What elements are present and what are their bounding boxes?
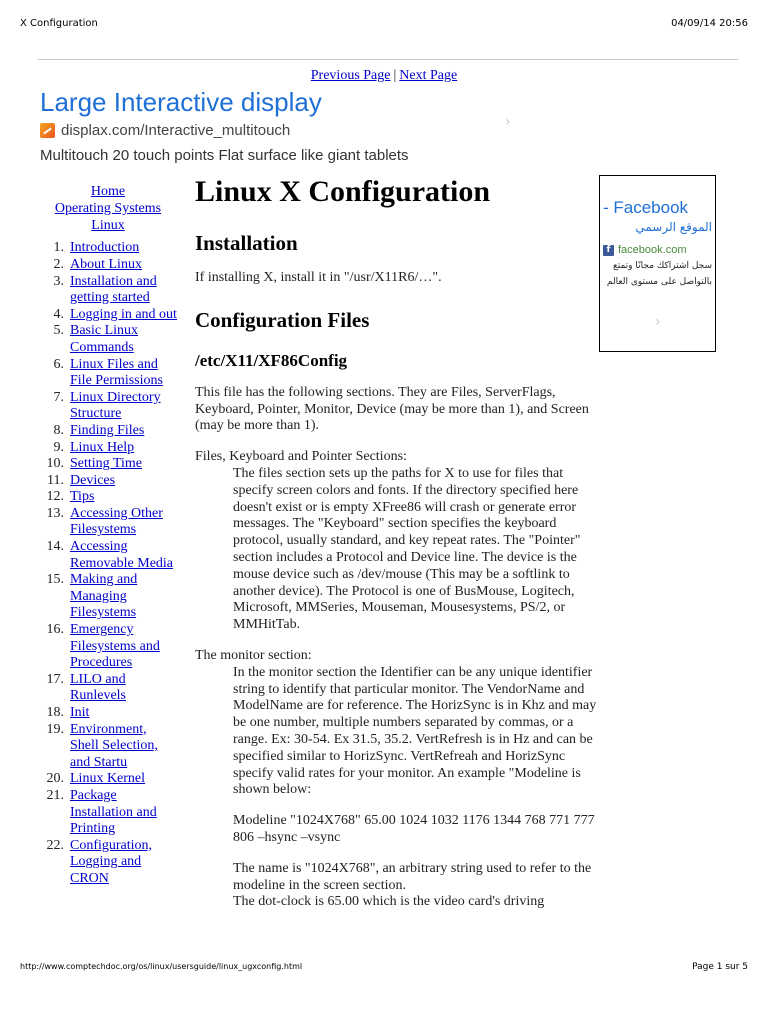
- linux-link[interactable]: Linux: [91, 217, 125, 233]
- print-header-title: X Configuration: [20, 18, 98, 29]
- toc-link[interactable]: Introduction: [70, 240, 140, 256]
- next-page-link[interactable]: Next Page: [399, 68, 458, 83]
- toc-number: 20.: [46, 771, 64, 787]
- toc-link[interactable]: Configuration, Logging and CRON: [70, 837, 153, 886]
- toc-item: [38, 390, 178, 423]
- displax-logo-icon: [40, 123, 55, 138]
- toc-number: 17.: [46, 671, 64, 687]
- toc-link[interactable]: Package Installation and Printing: [70, 787, 157, 837]
- toc-number: 14.: [46, 539, 64, 555]
- toc-number: 8.: [53, 422, 64, 438]
- toc-item: [38, 323, 178, 356]
- toc-number: 5.: [53, 323, 64, 339]
- toc-link[interactable]: Accessing Other Filesystems: [70, 505, 163, 538]
- toc-number: 15.: [46, 572, 64, 588]
- ad-title[interactable]: Large Interactive display: [40, 87, 322, 117]
- configuration-files-heading: Configuration Files: [195, 307, 370, 332]
- main-content: [195, 174, 597, 911]
- toc-link[interactable]: Making and Managing Filesystems: [70, 572, 138, 621]
- print-footer: [20, 962, 748, 976]
- table-of-contents: [38, 240, 178, 887]
- ad-chevron-right-icon[interactable]: ›: [505, 114, 511, 130]
- toc-item: [38, 788, 178, 838]
- print-footer-url: http://www.comptechdoc.org/os/linux/usersguide/linux_ugxconfig.html: [20, 962, 303, 971]
- toc-item: [38, 838, 178, 888]
- toc-link[interactable]: LILO and Runlevels: [70, 671, 126, 704]
- installation-text: If installing X, install it in "/usr/X11R6/…".: [195, 270, 442, 285]
- ad-url[interactable]: displax.com/Interactive_multitouch: [61, 122, 291, 139]
- dot-clock-text: The dot-clock is 65.00 which is the video card's driving: [233, 894, 545, 910]
- toc-item: [38, 572, 178, 622]
- toc-number: 13.: [46, 505, 64, 521]
- ad-url-row[interactable]: [40, 122, 540, 139]
- print-header: [20, 18, 748, 32]
- facebook-ad-url-row[interactable]: [603, 244, 712, 256]
- operating-systems-link[interactable]: Operating Systems: [54, 200, 162, 216]
- facebook-ad-title[interactable]: - Facebook: [603, 198, 689, 217]
- sidebar: [38, 184, 178, 888]
- toc-link[interactable]: Linux Help: [70, 439, 135, 455]
- toc-item: [38, 257, 178, 274]
- files-section-heading: Files, Keyboard and Pointer Sections:: [195, 449, 407, 465]
- toc-number: 10.: [46, 456, 64, 472]
- toc-item: [38, 539, 178, 572]
- facebook-ad-description: سجل اشتراكك مجانًا وتمتع بالتواصل على مستوى العالم: [606, 261, 712, 287]
- toc-number: 4.: [53, 306, 64, 322]
- page-title: Linux X Configuration: [195, 175, 491, 208]
- toc-link[interactable]: Accessing Removable Media: [70, 539, 174, 571]
- toc-number: 7.: [53, 389, 64, 405]
- toc-link[interactable]: Emergency Filesystems and Procedures: [70, 622, 160, 671]
- toc-number: 18.: [46, 705, 64, 721]
- toc-link[interactable]: Setting Time: [70, 456, 142, 472]
- toc-number: 3.: [53, 273, 64, 289]
- toc-item: [38, 357, 178, 390]
- top-divider: [38, 59, 738, 60]
- toc-number: 16.: [46, 622, 64, 638]
- nav-separator: |: [393, 68, 397, 83]
- toc-link[interactable]: Linux Kernel: [70, 771, 146, 787]
- toc-number: 1.: [53, 240, 64, 256]
- toc-item: [38, 274, 178, 307]
- modeline-example: Modeline "1024X768" 65.00 1024 1032 1176 1344 768 771 777 806 –hsync –vsync: [233, 813, 595, 845]
- toc-item: [38, 506, 178, 539]
- facebook-ad-arabic-title[interactable]: الموقع الرسمي: [635, 220, 712, 234]
- toc-link[interactable]: Linux Files and File Permissions: [70, 356, 163, 389]
- toc-number: 11.: [47, 472, 64, 488]
- toc-number: 12.: [46, 489, 64, 505]
- toc-item: [38, 440, 178, 457]
- previous-page-link[interactable]: Previous Page: [310, 68, 391, 83]
- toc-link[interactable]: Environment, Shell Selection, and Startu: [70, 721, 158, 770]
- toc-item: [38, 473, 178, 490]
- toc-number: 21.: [46, 787, 64, 803]
- toc-link[interactable]: Tips: [70, 489, 95, 505]
- toc-number: 6.: [53, 356, 64, 372]
- toc-item: [38, 423, 178, 440]
- toc-link[interactable]: Installation and getting started: [70, 273, 157, 306]
- toc-link[interactable]: Linux Directory Structure: [70, 389, 161, 422]
- facebook-ad-url[interactable]: facebook.com: [618, 244, 687, 256]
- facebook-ad-box[interactable]: [599, 175, 716, 352]
- toc-number: 22.: [46, 837, 64, 853]
- toc-item: [38, 307, 178, 324]
- print-header-datetime: 04/09/14 20:56: [671, 18, 748, 29]
- toc-link[interactable]: Init: [70, 705, 90, 721]
- sections-intro-text: This file has the following sections. They are Files, ServerFlags, Keyboard, Pointer, Monitor, Device (may be more than 1), and Screen (may be more than 1).: [195, 384, 589, 434]
- top-nav: [0, 68, 768, 84]
- toc-number: 19.: [46, 721, 64, 737]
- toc-number: 2.: [53, 256, 64, 272]
- toc-link[interactable]: Devices: [70, 472, 116, 488]
- toc-item: [38, 622, 178, 672]
- toc-link[interactable]: Basic Linux Commands: [70, 323, 139, 355]
- toc-number: 9.: [53, 439, 64, 455]
- toc-item: [38, 722, 178, 772]
- installation-heading: Installation: [195, 231, 298, 255]
- facebook-icon: f: [603, 245, 614, 256]
- toc-item: [38, 456, 178, 473]
- toc-link[interactable]: Logging in and out: [70, 306, 177, 322]
- xf86config-heading: /etc/X11/XF86Config: [195, 350, 348, 370]
- toc-item: [38, 705, 178, 722]
- monitor-section-heading: The monitor section:: [195, 647, 312, 663]
- toc-item: [38, 489, 178, 506]
- toc-item: [38, 240, 178, 257]
- print-footer-page: Page 1 sur 5: [692, 962, 748, 972]
- ad-description: Multitouch 20 touch points Flat surface like giant tablets: [40, 147, 409, 164]
- toc-link[interactable]: Finding Files: [70, 422, 145, 438]
- modeline-name-text: The name is "1024X768", an arbitrary string used to refer to the modeline in the screen section.: [233, 860, 592, 893]
- monitor-section-text: In the monitor section the Identifier can be any unique identifier string to identify that particular monitor. The VendorName and ModelName are for reference. The HorizSync is in Khz and may be one number, multiple numbers separated by commas, or a range. Ex: 30-54. Ex 31.5, 35.2. VertRefresh is in Hz and can be specified similar to HorizSync. VertRefreah and HorizSync specify valid rates for your monitor. An example "Modeline is shown below:: [233, 664, 597, 798]
- toc-item: [38, 672, 178, 705]
- home-link[interactable]: Home: [90, 184, 126, 199]
- toc-link[interactable]: About Linux: [70, 256, 142, 272]
- sponsored-ad[interactable]: [40, 86, 540, 164]
- toc-item: [38, 771, 178, 788]
- sidebar-links: [38, 184, 178, 234]
- files-section-text: The files section sets up the paths for X to use for files that specify screen colors and fonts. If the directory specified here doesn't exist or is empty XFree86 will crash or generate error messages. The "Keyboard" section specifies the keyboard protocol, usually standard, and key repeat rates. The "Pointer" section includes a Protocol and Device line. The device is the mouse device such as /dev/mouse (This may be a softlink to another device). The Protocol is one of BusMouse, Logitech, Microsoft, MMSeries, Mouseman, Mousesystems, PS/2, or MMHitTab.: [233, 465, 581, 633]
- facebook-ad-chevron-right-icon[interactable]: ›: [655, 314, 661, 330]
